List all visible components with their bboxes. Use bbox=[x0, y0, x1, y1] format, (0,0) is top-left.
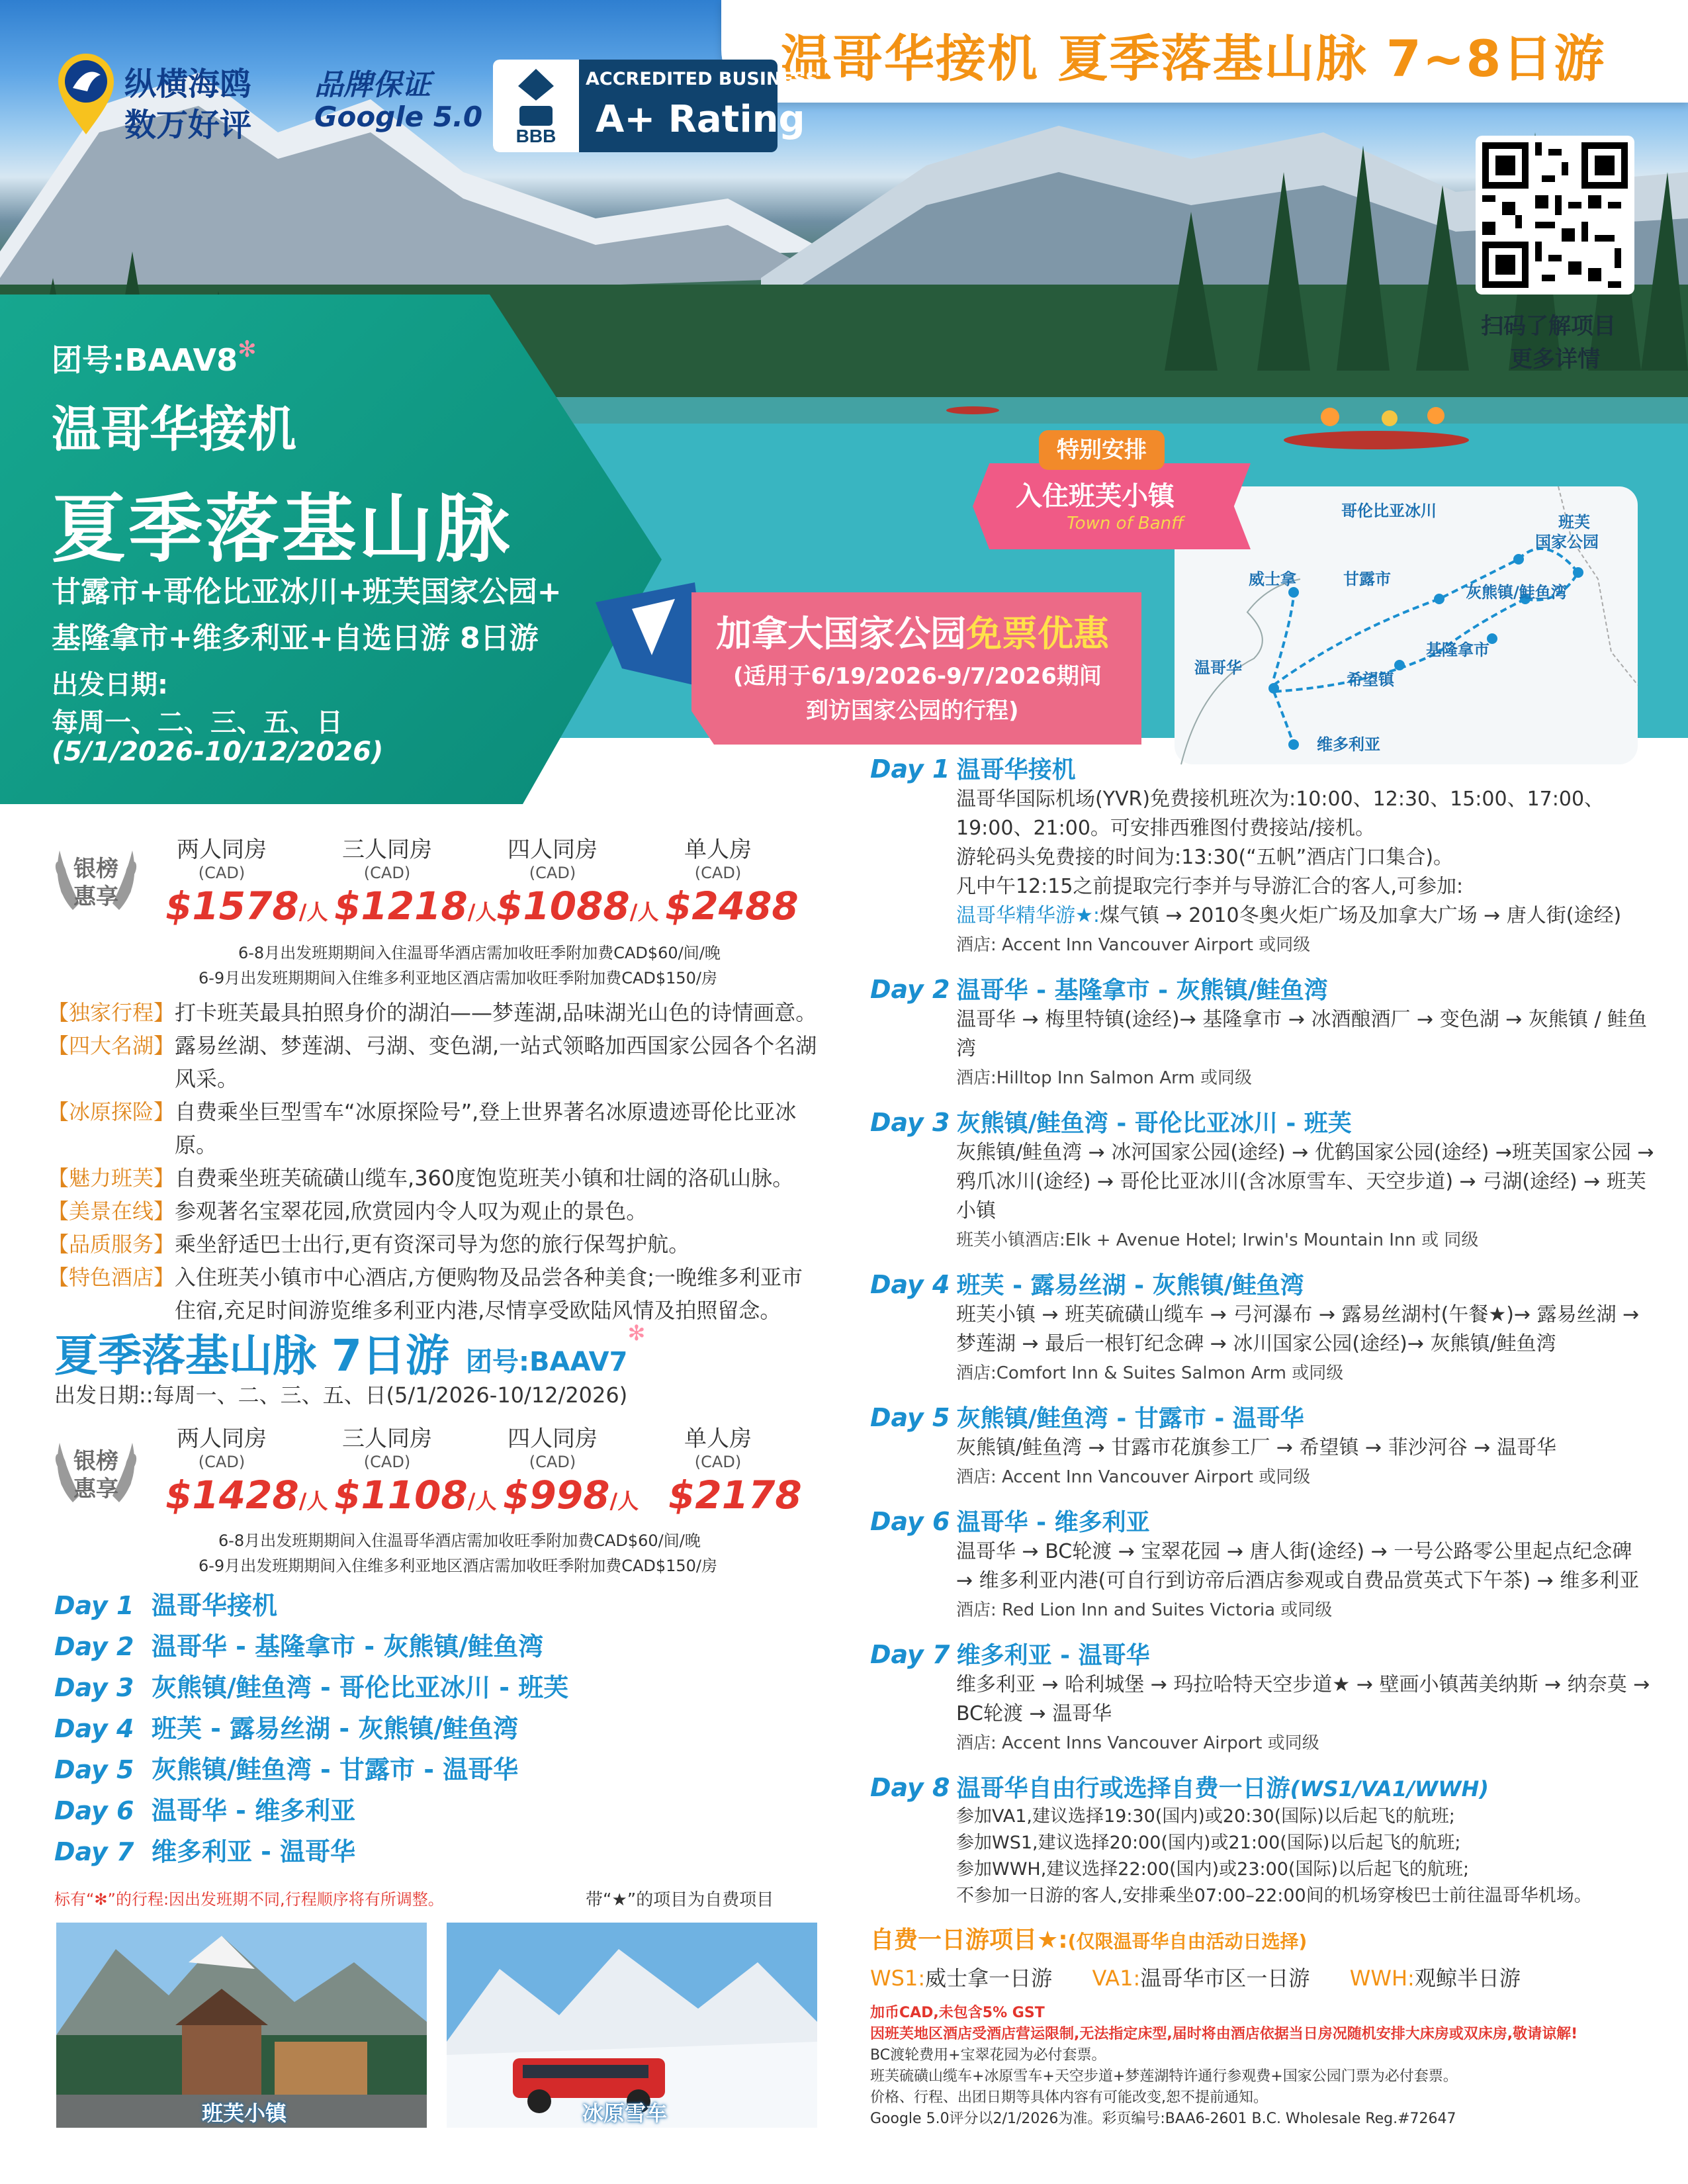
day-hotel: 酒店: Accent Inns Vancouver Airport 或同级 bbox=[956, 1733, 1319, 1753]
day-title: 班芙 - 露易丝湖 - 灰熊镇/鲑鱼湾 bbox=[956, 1272, 1304, 1299]
feature-item bbox=[48, 1161, 822, 1195]
itinerary-day-1 bbox=[870, 751, 1654, 960]
tour7-day: Day 5 灰熊镇/鲑鱼湾 - 甘露市 - 温哥华 bbox=[54, 1755, 519, 1784]
currency-label: (CAD) bbox=[198, 1453, 245, 1471]
itinerary-day-4 bbox=[870, 1267, 1654, 1388]
surcharge-note: 6-8月出发班期期间入住温哥华酒店需加收旺季附加费CAD$60/间/晚 bbox=[238, 944, 721, 962]
price-header: 单人房 bbox=[684, 1426, 752, 1452]
free-ticket-note: (适用于6/19/2026-9/7/2026期间 bbox=[733, 663, 1102, 690]
feature-text: 露易丝湖、梦莲湖、弓湖、变色湖,一站式领略加西国家公园各个名湖风采。 bbox=[175, 1033, 817, 1091]
feature-item bbox=[48, 1261, 822, 1327]
schedule-remark: 标有“✻”的行程:因出发班期不同,行程顺序将有所调整。 bbox=[54, 1890, 444, 1909]
day-detail: 参加WS1,建议选择20:00(国内)或21:00(国际)以后起飞的航班; bbox=[956, 1833, 1461, 1853]
day-label: Day 3 bbox=[870, 1108, 950, 1137]
feature-item bbox=[48, 1228, 822, 1261]
feature-tag: 【特色酒店】 bbox=[48, 1265, 175, 1290]
page-title: 温哥华接机 夏季落基山脉 7~8日游 bbox=[781, 29, 1606, 88]
day-detail: 参加WWH,建议选择22:00(国内)或23:00(国际)以后起飞的航班; bbox=[956, 1859, 1470, 1880]
logo-slogan: 数万好评 bbox=[124, 107, 252, 144]
tour-code: 团号:BAAV8✻ bbox=[52, 336, 257, 378]
surcharge-note: 6-8月出发班期期间入住温哥华酒店需加收旺季附加费CAD$60/间/晚 bbox=[218, 1531, 701, 1550]
day-title: 温哥华 - 维多利亚 bbox=[956, 1509, 1150, 1536]
day-label: Day 1 bbox=[870, 754, 950, 784]
price-double: $1428/人 bbox=[165, 1473, 328, 1518]
tour7-day: Day 7 维多利亚 - 温哥华 bbox=[54, 1837, 356, 1866]
day-label: Day 6 bbox=[870, 1507, 950, 1536]
day-title: 灰熊镇/鲑鱼湾 - 甘露市 - 温哥华 bbox=[956, 1405, 1304, 1432]
day-detail: 灰熊镇/鲑鱼湾 → 冰河国家公园(途经) → 优鹤国家公园(途经) →班芙国家公园 → 鸦爪冰川(途经) → 哥伦比亚冰川(含冰原雪车、天空步道) → 弓湖(途经) → 班芙小镇 bbox=[956, 1141, 1654, 1222]
price-header: 三人同房 bbox=[342, 1426, 432, 1452]
day-label: Day 4 bbox=[870, 1270, 950, 1299]
map-label-whistler: 威士拿 bbox=[1249, 570, 1296, 588]
feature-item bbox=[48, 1029, 822, 1095]
itinerary-day-6 bbox=[870, 1504, 1654, 1625]
day-hotel: 班芙小镇酒店:Elk + Avenue Hotel; Irwin's Mountain Inn 或 同级 bbox=[956, 1230, 1479, 1250]
special-arrangement-tag: 特别安排 bbox=[1039, 430, 1165, 470]
currency-label: (CAD) bbox=[694, 864, 742, 882]
price-header: 单人房 bbox=[684, 837, 752, 863]
feature-item bbox=[48, 1195, 822, 1228]
day-label: Day 2 bbox=[870, 975, 950, 1004]
feature-tag: 【品质服务】 bbox=[48, 1232, 175, 1257]
qr-caption: 扫码了解项目 bbox=[1481, 313, 1616, 340]
day-title: 灰熊镇/鲑鱼湾 - 哥伦比亚冰川 - 班芙 bbox=[956, 1110, 1352, 1137]
bbb-badge bbox=[493, 60, 819, 152]
day-detail: 参加VA1,建议选择19:30(国内)或20:30(国际)以后起飞的航班; bbox=[956, 1806, 1455, 1827]
footer-note: BC渡轮费用+宝翠花园为必付套票。 bbox=[870, 2047, 1106, 2064]
tour7-code: 团号:BAAV7 bbox=[466, 1347, 628, 1377]
tour7-heading: 夏季落基山脉 7日游 团号:BAAV7✻ bbox=[54, 1320, 646, 1381]
feature-item bbox=[48, 996, 822, 1029]
feature-tag: 【美景在线】 bbox=[48, 1199, 175, 1224]
footer-notes bbox=[870, 2003, 1654, 2130]
itinerary-day-7 bbox=[870, 1637, 1654, 1758]
itinerary-day-8: Day 8 温哥华自由行或选择自费一日游(WS1/VA1/WWH) 参加VA1,建议选择19:30(国内)或20:30(国际)以后起飞的航班; 参加WS1,建议选择20:00(国内)或21:00(国际)以后起飞的航班; 参加WWH,建议选择22:00(国内)或23:00(国际)以后起飞的航班; 不参加一日游的客人,安排乘坐07:00–22:00间的机场穿梭巴士前往温哥华机场。 bbox=[870, 1770, 1654, 1909]
day-hotel: 酒店:Hilltop Inn Salmon Arm 或同级 bbox=[956, 1068, 1252, 1088]
currency-label: (CAD) bbox=[694, 1453, 742, 1471]
feature-text: 入住班芙小镇市中心酒店,方便购物及品尝各种美食;一晚维多利亚市住宿,充足时间游览维多利亚内港,尽情享受欧陆风情及拍照留念。 bbox=[175, 1265, 803, 1323]
currency-label: (CAD) bbox=[529, 1453, 576, 1471]
feature-tag: 【魅力班芙】 bbox=[48, 1165, 175, 1191]
currency-label: (CAD) bbox=[363, 1453, 411, 1471]
feature-text: 自费乘坐巨型雪车“冰原探险号”,登上世界著名冰原遗迹哥伦比亚冰原。 bbox=[175, 1099, 797, 1158]
day-hotel: 酒店: Accent Inn Vancouver Airport 或同级 bbox=[956, 1467, 1311, 1487]
tour7-day: Day 3 灰熊镇/鲑鱼湾 - 哥伦比亚冰川 - 班芙 bbox=[54, 1673, 569, 1702]
paid-item-remark: 带“★”的项目为自费项目 bbox=[586, 1890, 774, 1910]
price-single: $2488 bbox=[665, 884, 799, 929]
map-label-hope: 希望镇 bbox=[1347, 670, 1394, 689]
currency-label: (CAD) bbox=[198, 864, 245, 882]
ribbon-decoration-icon bbox=[596, 582, 708, 688]
banff-stay-subtitle: Town of Banff bbox=[1067, 514, 1184, 533]
feature-tag: 【冰原探险】 bbox=[48, 1099, 175, 1124]
day-detail: 维多利亚 → 哈利城堡 → 玛拉哈特天空步道★ → 壁画小镇茜美纳斯 → 纳奈莫 → BC轮渡 → 温哥华 bbox=[956, 1673, 1650, 1725]
feature-text: 打卡班芙最具拍照身价的湖泊——梦莲湖,品味湖光山色的诗情画意。 bbox=[175, 1000, 817, 1025]
feature-text: 参观著名宝翠花园,欣赏园内令人叹为观止的景色。 bbox=[175, 1199, 648, 1224]
tour7-day: Day 2 温哥华 - 基隆拿市 - 灰熊镇/鲑鱼湾 bbox=[54, 1632, 544, 1661]
route-map-drawing bbox=[1175, 486, 1638, 764]
svg-text:BBB: BBB bbox=[515, 126, 556, 146]
tour7-departure: 出发日期::每周一、二、三、五、日(5/1/2026-10/12/2026) bbox=[54, 1383, 628, 1408]
photo-caption: 冰原雪车 bbox=[582, 2101, 668, 2126]
day-title: 温哥华自由行或选择自费一日游 bbox=[956, 1775, 1290, 1802]
tour7-title: 夏季落基山脉 7日游 bbox=[54, 1330, 449, 1381]
hero-title-line2: 夏季落基山脉 bbox=[52, 486, 512, 572]
day-detail: 班芙小镇 → 班芙硫磺山缆车 → 弓河瀑布 → 露易丝湖村(午餐★)→ 露易丝湖 → 梦莲湖 → 最后一根钉纪念碑 → 冰川国家公园(途经)→ 灰熊镇/鲑鱼湾 bbox=[956, 1303, 1640, 1355]
feature-list bbox=[48, 996, 822, 1327]
brand-guarantee: 品牌保证 bbox=[314, 68, 431, 102]
map-label-kamloops: 甘露市 bbox=[1343, 570, 1391, 588]
bbb-accredited-label: ACCREDITED BUSINESS bbox=[586, 69, 819, 89]
footer-note: Google 5.0评分以2/1/2026为准。彩页编号:BAA6-2601 B.C. Wholesale Reg.#72647 bbox=[870, 2111, 1456, 2127]
feature-text: 乘坐舒适巴士出行,更有资深司导为您的旅行保驾护航。 bbox=[175, 1232, 690, 1257]
silver-badge-text: 银榜 惠享 bbox=[73, 856, 118, 910]
map-label-salmon-arm: 灰熊镇/鲑鱼湾 bbox=[1466, 583, 1567, 602]
price-header: 两人同房 bbox=[177, 837, 267, 863]
seagull-logo-icon bbox=[53, 52, 119, 138]
itinerary-day-5 bbox=[870, 1400, 1654, 1492]
optional-tours-list: WS1:威士拿一日游 VA1:温哥华市区一日游 WWH:观鲸半日游 bbox=[870, 1966, 1521, 1991]
map-label-banff: 班芙 bbox=[1558, 513, 1590, 531]
footer-note: 班芙硫磺山缆车+冰原雪车+天空步道+梦莲湖特许通行参观费+国家公园门票为必付套票。 bbox=[870, 2068, 1458, 2085]
currency-label: (CAD) bbox=[363, 864, 411, 882]
footer-note: 因班芙地区酒店受酒店营运限制,无法指定床型,届时将由酒店依据当日房况随机安排大床房或双床房,敬请谅解! bbox=[870, 2026, 1578, 2042]
price-header: 两人同房 bbox=[177, 1426, 267, 1452]
day-detail: 温哥华 → BC轮渡 → 宝翠花园 → 唐人街(途经) → 一号公路零公里起点纪念碑 → 维多利亚内港(可自行到访帝后酒店参观或自费品赏英式下午茶) → 维多利亚 bbox=[956, 1540, 1640, 1592]
feature-tag: 【四大名湖】 bbox=[48, 1033, 175, 1058]
footer-note: 价格、行程、出团日期等具体内容有可能改变,恕不提前通知。 bbox=[870, 2089, 1268, 2106]
price-single: $2178 bbox=[668, 1473, 802, 1518]
optional-tours-heading: 自费一日游项目★:(仅限温哥华自由活动日选择) bbox=[870, 1927, 1308, 1954]
surcharge-note-2: 6-9月出发班期期间入住维多利亚地区酒店需加收旺季附加费CAD$150/房 bbox=[199, 969, 718, 987]
free-ticket-title: 加拿大国家公园免票优惠 bbox=[716, 613, 1109, 655]
footer-note: 加币CAD,未包含5% GST bbox=[870, 2005, 1045, 2021]
itinerary-day-3 bbox=[870, 1105, 1654, 1255]
day-detail: 凡中午12:15之前提取完行李并与导游汇合的客人,可参加: bbox=[956, 875, 1464, 898]
price-quad: $1088/人 bbox=[496, 884, 659, 929]
day-title: 温哥华 - 基隆拿市 - 灰熊镇/鲑鱼湾 bbox=[956, 977, 1328, 1004]
itinerary bbox=[870, 751, 1654, 2130]
bbb-logo-icon bbox=[493, 60, 579, 152]
qr-caption-2: 更多详情 bbox=[1510, 346, 1600, 373]
day-title: 维多利亚 - 温哥华 bbox=[956, 1642, 1150, 1669]
feature-item bbox=[48, 1095, 822, 1161]
day-label: Day 8 bbox=[870, 1773, 950, 1802]
bbb-rating: A+ Rating bbox=[596, 98, 805, 141]
day-detail: 游轮码头免费接的时间为:13:30(“五帆”酒店门口集合)。 bbox=[956, 846, 1454, 869]
day-detail: 温哥华精华游★:煤气镇 → 2010冬奥火炬广场及加拿大广场 → 唐人街(途经) bbox=[956, 904, 1622, 927]
price-double: $1578/人 bbox=[165, 884, 328, 929]
logo-name: 纵横海鸥 bbox=[124, 66, 252, 103]
currency-label: (CAD) bbox=[529, 864, 576, 882]
photo-caption: 班芙小镇 bbox=[202, 2101, 287, 2126]
day-hotel: 酒店: Accent Inn Vancouver Airport 或同级 bbox=[956, 935, 1311, 955]
map-label-national-park: 国家公园 bbox=[1535, 533, 1599, 551]
tour7-day: Day 1 温哥华接机 bbox=[54, 1591, 277, 1620]
silver-badge-text: 银榜 惠享 bbox=[73, 1448, 118, 1502]
departure-days: 每周一、二、三、五、日 bbox=[52, 707, 343, 738]
map-label-vancouver: 温哥华 bbox=[1194, 659, 1242, 677]
hero-route-line2: 基隆拿市+维多利亚+自选日游 8日游 bbox=[52, 621, 539, 655]
hero-route-line1: 甘露市+哥伦比亚冰川+班芙国家公园+ bbox=[52, 575, 562, 609]
day-detail: 温哥华 → 梅里特镇(途经)→ 基隆拿市 → 冰酒酿酒厂 → 变色湖 → 灰熊镇 / 鲑鱼湾 bbox=[956, 1008, 1648, 1060]
price-quad: $998/人 bbox=[503, 1473, 639, 1518]
tour7-day-list bbox=[54, 1585, 568, 1872]
day-title: 温哥华接机 bbox=[956, 756, 1076, 784]
price-header: 四人同房 bbox=[508, 1426, 598, 1452]
map-label-kelowna: 基隆拿市 bbox=[1426, 641, 1489, 659]
departure-range: (5/1/2026-10/12/2026) bbox=[52, 737, 384, 767]
banff-stay-text: 入住班芙小镇 bbox=[1016, 481, 1175, 512]
price-header: 四人同房 bbox=[508, 837, 598, 863]
tour7-day: Day 4 班芙 - 露易丝湖 - 灰熊镇/鲑鱼湾 bbox=[54, 1714, 519, 1743]
feature-text: 自费乘坐班芙硫磺山缆车,360度饱览班芙小镇和壮阔的洛矶山脉。 bbox=[175, 1165, 794, 1191]
day-detail: 温哥华国际机场(YVR)免费接机班次为:10:00、12:30、15:00、17:00、19:00、21:00。可安排西雅图付费接站/接机。 bbox=[956, 788, 1605, 840]
free-ticket-note-2: 到访国家公园的行程) bbox=[806, 698, 1019, 724]
surcharge-note-2: 6-9月出发班期期间入住维多利亚地区酒店需加收旺季附加费CAD$150/房 bbox=[199, 1557, 718, 1575]
day-hotel: 酒店: Red Lion Inn and Suites Victoria 或同级 bbox=[956, 1600, 1333, 1620]
map-label-victoria: 维多利亚 bbox=[1317, 735, 1380, 754]
tour7-day: Day 6 温哥华 - 维多利亚 bbox=[54, 1796, 356, 1825]
day-hotel: 酒店:Comfort Inn & Suites Salmon Arm 或同级 bbox=[956, 1363, 1344, 1383]
day-detail: 不参加一日游的客人,安排乘坐07:00–22:00间的机场穿梭巴士前往温哥华机场。 bbox=[956, 1886, 1592, 1906]
feature-tag: 【独家行程】 bbox=[48, 1000, 175, 1025]
day-label: Day 5 bbox=[870, 1403, 950, 1432]
price-triple: $1108/人 bbox=[334, 1473, 497, 1518]
qr-code-icon[interactable] bbox=[1476, 136, 1634, 295]
google-rating: Google 5.0 bbox=[314, 101, 483, 133]
departure-label: 出发日期: bbox=[52, 670, 168, 700]
day-label: Day 7 bbox=[870, 1640, 950, 1669]
hero-title-line1: 温哥华接机 bbox=[52, 401, 296, 458]
day-detail: 灰熊镇/鲑鱼湾 → 甘露市花旗参工厂 → 希望镇 → 菲沙河谷 → 温哥华 bbox=[956, 1436, 1556, 1459]
price-triple: $1218/人 bbox=[334, 884, 497, 929]
price-header: 三人同房 bbox=[342, 837, 432, 863]
itinerary-day-2 bbox=[870, 972, 1654, 1093]
map-label-columbia-icefield: 哥伦比亚冰川 bbox=[1341, 502, 1437, 520]
